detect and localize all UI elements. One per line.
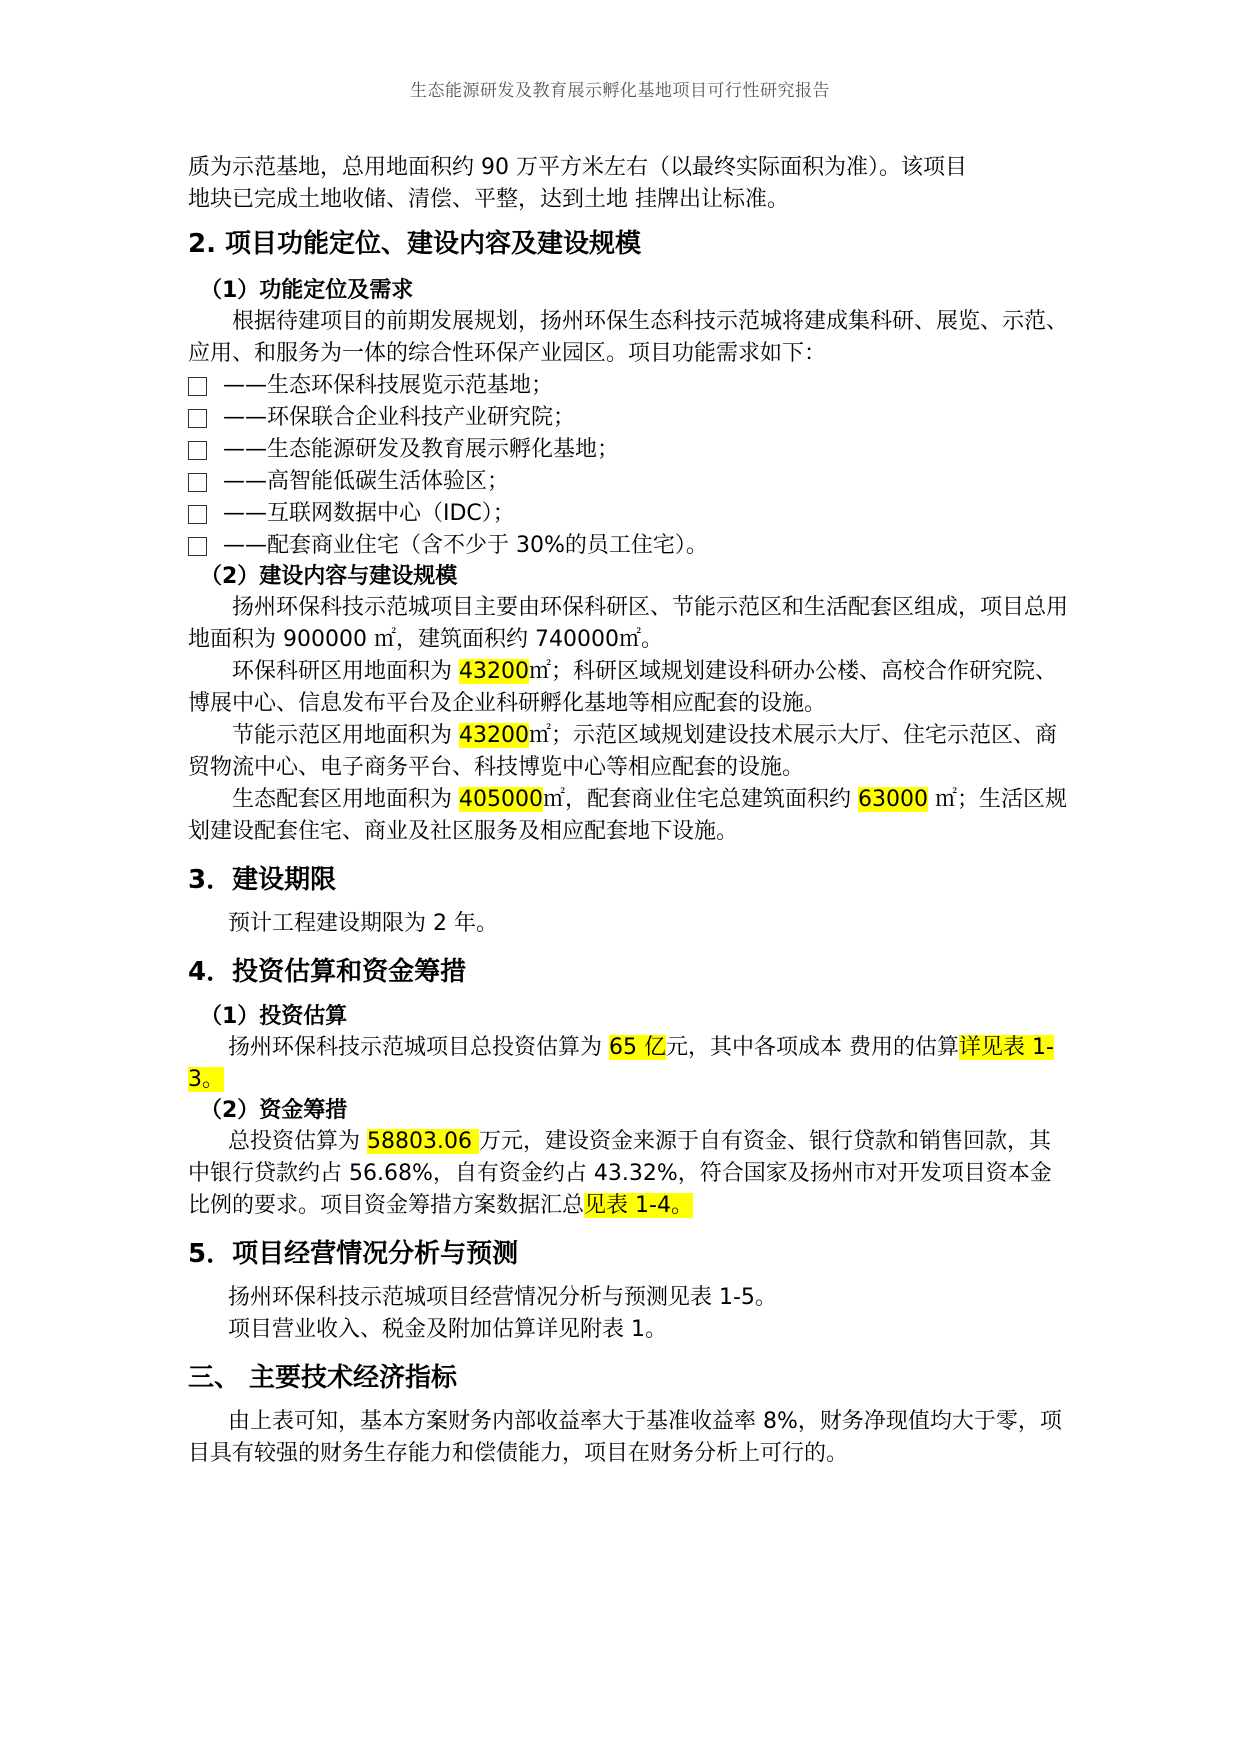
- section-4-2-paragraph: 总投资估算为 58803.06 万元，建设资金来源于自有资金、银行贷款和销售回款，其中银行贷款约占 56.68%，自有资金约占 43.32%，符合国家及扬州市对开发项目资本金比例的要求。项目资金筹措方案数据汇总见表 1-4。: [188, 1129, 1052, 1218]
- section-4-1-heading: （1）投资估算: [200, 1004, 348, 1029]
- highlighted-value: 58803.06: [367, 1129, 479, 1154]
- checkbox-icon: [188, 505, 207, 524]
- section-three-paragraph: 由上表可知，基本方案财务内部收益率大于基准收益率 8%，财务净现值均大于零，项目具有较强的财务生存能力和偿债能力，项目在财务分析上可行的。: [188, 1409, 1062, 1466]
- document-body: [188, 152, 1068, 1470]
- section-2-2-paragraph-3: 节能示范区用地面积为 43200㎡；示范区域规划建设技术展示大厅、住宅示范区、商贸物流中心、电子商务平台、科技博览中心等相应配套的设施。: [188, 723, 1058, 780]
- section-5-paragraph-1: 扬州环保科技示范城项目经营情况分析与预测见表 1-5。: [228, 1285, 777, 1310]
- highlighted-value: 43200: [459, 723, 529, 748]
- section-2-2-paragraph-1: 扬州环保科技示范城项目主要由环保科研区、节能示范区和生活配套区组成，项目总用地面积为 900000 ㎡，建筑面积约 740000㎡。: [188, 595, 1069, 652]
- list-item: ——生态环保科技展览示范基地；: [188, 370, 1068, 402]
- highlighted-reference: 见表 1-4。: [584, 1193, 693, 1218]
- section-4-heading: 4．投资估算和资金筹措: [188, 957, 467, 987]
- list-item: ——生态能源研发及教育展示孵化基地；: [188, 434, 1068, 466]
- intro-line-1: 质为示范基地，总用地面积约 90 万平方米左右（以最终实际面积为准）。该项目: [188, 155, 967, 180]
- section-4-2-heading: （2）资金筹措: [200, 1098, 348, 1123]
- highlighted-value: 43200: [459, 659, 529, 684]
- list-item: ——高智能低碳生活体验区；: [188, 466, 1068, 498]
- section-2-1-heading: （1）功能定位及需求: [200, 278, 414, 303]
- section-2-2-paragraph-2: 环保科研区用地面积为 43200㎡；科研区域规划建设科研办公楼、高校合作研究院、博展中心、信息发布平台及企业科研孵化基地等相应配套的设施。: [188, 659, 1058, 716]
- list-item: ——配套商业住宅（含不少于 30%的员工住宅）。: [188, 530, 1068, 562]
- checkbox-icon: [188, 441, 207, 460]
- running-header: 生态能源研发及教育展示孵化基地项目可行性研究报告: [410, 81, 830, 101]
- checkbox-icon: [188, 537, 207, 556]
- section-three-heading: 三、 主要技术经济指标: [188, 1363, 458, 1393]
- section-5-heading: 5．项目经营情况分析与预测: [188, 1239, 519, 1269]
- section-2-heading: 2. 项目功能定位、建设内容及建设规模: [188, 229, 642, 259]
- list-item: ——环保联合企业科技产业研究院；: [188, 402, 1068, 434]
- highlighted-value: 63000: [857, 787, 928, 812]
- checkbox-icon: [188, 409, 207, 428]
- list-item: ——互联网数据中心（IDC）；: [188, 498, 1068, 530]
- intro-line-2: 地块已完成土地收储、清偿、平整，达到土地 挂牌出让标准。: [188, 187, 789, 212]
- checkbox-icon: [188, 473, 207, 492]
- section-4-1-paragraph: 扬州环保科技示范城项目总投资估算为 65 亿元，其中各项成本 费用的估算详见表 1-3。: [188, 1035, 1054, 1092]
- section-2-2-heading: （2）建设内容与建设规模: [200, 564, 458, 589]
- highlighted-value: 65 亿: [609, 1035, 666, 1060]
- section-3-heading: 3．建设期限: [188, 865, 337, 895]
- highlighted-value: 405000: [459, 787, 543, 812]
- section-5-paragraph-2: 项目营业收入、税金及附加估算详见附表 1。: [228, 1317, 667, 1342]
- checkbox-icon: [188, 377, 207, 396]
- section-2-2-paragraph-4: 生态配套区用地面积为 405000㎡，配套商业住宅总建筑面积约 63000 ㎡；生活区规划建设配套住宅、商业及社区服务及相应配套地下设施。: [188, 787, 1067, 844]
- section-3-paragraph: 预计工程建设期限为 2 年。: [228, 911, 498, 936]
- highlighted-reference: 详见表 1-3。: [188, 1035, 1054, 1092]
- function-list: [188, 370, 1068, 562]
- section-2-1-paragraph: 根据待建项目的前期发展规划，扬州环保生态科技示范城将建成集科研、展览、示范、应用、和服务为一体的综合性环保产业园区。项目功能需求如下：: [188, 309, 1069, 366]
